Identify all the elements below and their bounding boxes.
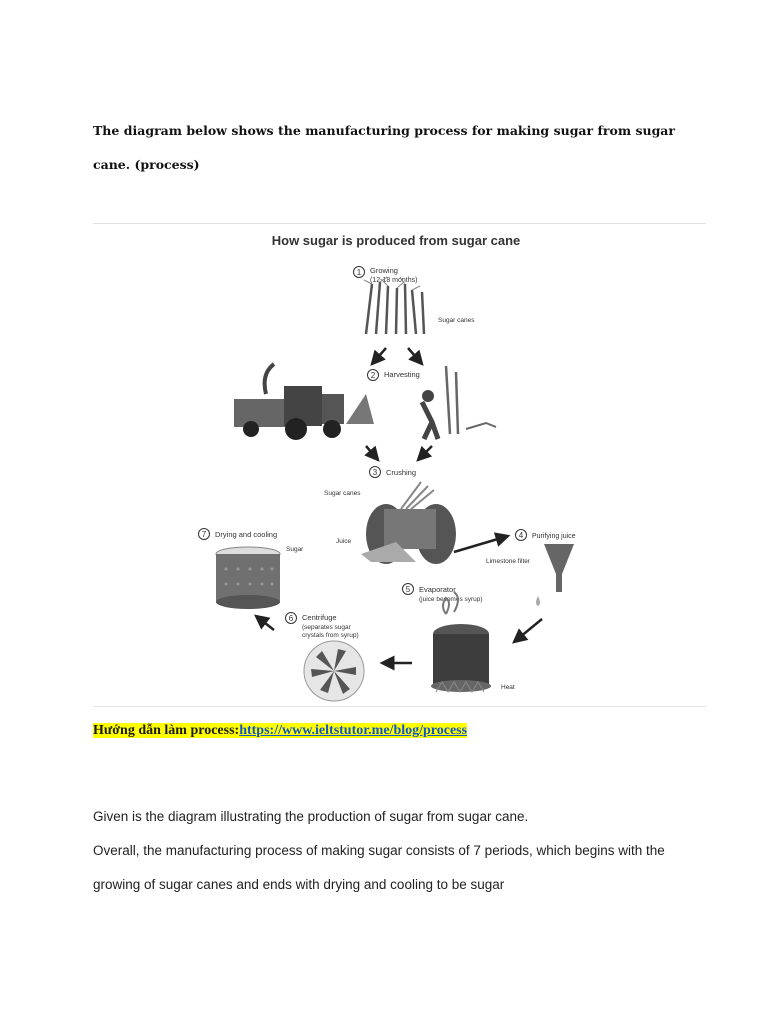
sugar-process-diagram <box>196 224 596 706</box>
step-crushing-label: Crushing <box>386 468 417 477</box>
guide-label: Hướng dẫn làm process: <box>93 723 240 738</box>
juice-label: Juice <box>336 538 352 545</box>
diagram-title: How sugar is produced from sugar cane <box>271 233 521 248</box>
svg-text:6: 6 <box>288 614 294 623</box>
svg-text:7: 7 <box>201 530 207 539</box>
sugar-canes-label: Sugar canes <box>438 317 475 324</box>
sugar-canes-label-2: Sugar canes <box>324 490 361 497</box>
step-centrifuge-sub2: crystals from syrup) <box>302 632 359 639</box>
step-harvesting-label: Harvesting <box>384 370 420 379</box>
paragraph-overview: Overall, the manufacturing process of making sugar consists of 7 periods, which begins with the growing of sugar canes and ends with drying and cooling to be sugar <box>93 843 665 892</box>
step-growing-sub: (12-18 months) <box>370 277 418 284</box>
step-purifying-label: Purifying juice <box>532 533 576 540</box>
step-centrifuge-label: Centrifuge <box>302 613 337 622</box>
heat-label: Heat <box>501 684 515 691</box>
step-drying-label: Drying and cooling <box>215 530 278 539</box>
page-heading: The diagram below shows the manufacturing process for making sugar from sugar cane. (process) <box>93 123 675 172</box>
step-centrifuge-sub: (separates sugar <box>302 624 351 631</box>
step-evaporator-label: Evaporator <box>419 585 456 594</box>
svg-text:2: 2 <box>370 371 376 380</box>
paragraph-intro: Given is the diagram illustrating the production of sugar from sugar cane. <box>93 809 529 824</box>
divider-bottom <box>93 706 706 707</box>
svg-text:5: 5 <box>405 585 411 594</box>
guide-link[interactable]: https://www.ieltstutor.me/blog/process <box>239 723 468 738</box>
svg-text:4: 4 <box>518 531 524 540</box>
drying-drum-icon <box>216 547 280 609</box>
limestone-filter-label: Limestone filter <box>486 558 531 565</box>
svg-text:1: 1 <box>356 268 362 277</box>
svg-text:3: 3 <box>372 468 378 477</box>
centrifuge-icon <box>304 641 364 701</box>
step-evaporator-sub: (juice becomes syrup) <box>419 596 483 603</box>
guide-line <box>93 721 467 741</box>
step-growing-label: Growing <box>370 266 398 275</box>
sugar-label: Sugar <box>286 546 304 553</box>
